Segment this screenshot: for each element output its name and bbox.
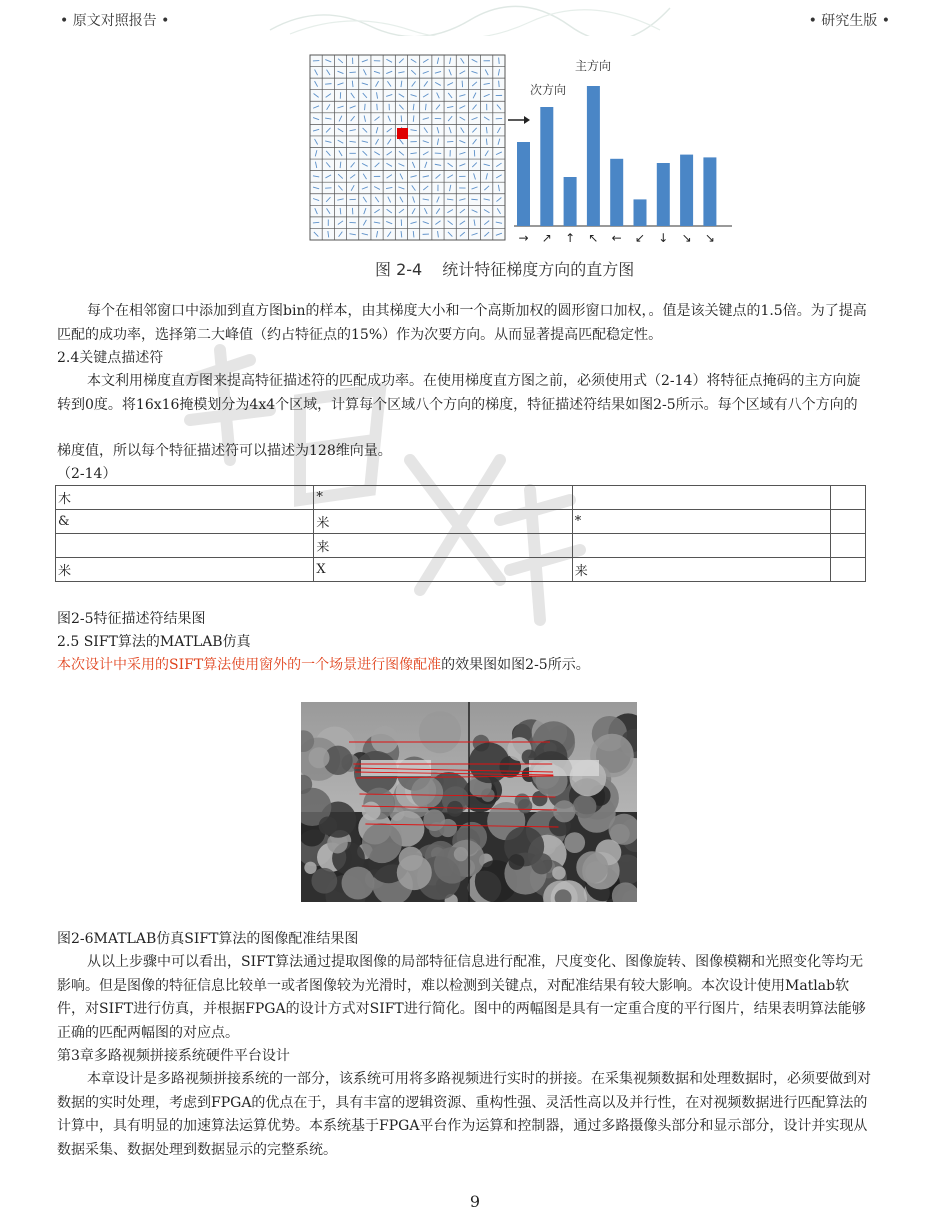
histogram-bar [564, 177, 577, 226]
foliage-blob [564, 832, 585, 853]
table-cell [572, 486, 830, 510]
section-heading-2-4: 2.4关键点描述符 [57, 350, 164, 366]
sample-arrow [499, 58, 500, 64]
foliage-blob [509, 854, 525, 870]
table-row [56, 534, 866, 558]
building [529, 760, 599, 776]
paragraph-sift-analysis: 从以上步骤中可以看出，SIFT算法通过提取图像的局部特征信息进行配准，尺度变化、图像旋转、图像模糊和光照变化等均无影响。但是图像的特征信息比较单一或者图像较为光滑时，难以检测到关键点，对配准结果有较大影响。本次设计使用Matlab软件，对SIFT进行仿真，并根据FPGA的设计方式对SIFT进行简化。图中的两幅图是具有一定重合度的平行图片，结果表明算法能够正确的匹配两幅图的对应点。 [57, 954, 866, 1041]
keypoint-marker [397, 128, 408, 139]
foliage-blob [342, 867, 375, 900]
table-cell: 木 [56, 486, 314, 510]
foliage-blob [576, 851, 608, 883]
foliage-blob [371, 726, 398, 753]
header-right-label: • 研究生版 • [808, 13, 890, 29]
sample-arrow [401, 115, 402, 121]
histogram-bar [680, 155, 693, 226]
table-cell: 米 [56, 558, 314, 582]
label-main-direction: 主方向 [575, 59, 612, 73]
sample-arrow [471, 199, 477, 200]
histogram-bar [587, 86, 600, 226]
foliage-blob [553, 800, 575, 822]
foliage-blob [454, 847, 468, 861]
direction-arrow: ↗ [541, 231, 552, 245]
figure-2-4 [300, 50, 740, 282]
table-cell: * [572, 510, 830, 534]
table-row [56, 486, 866, 510]
direction-arrow: ↘ [681, 231, 692, 245]
foliage-blob [552, 866, 566, 880]
header-left-label: • 原文对照报告 • [60, 13, 170, 29]
figure-2-6-caption: 图2-6MATLAB仿真SIFT算法的图像配准结果图 [57, 931, 359, 947]
table-row [56, 558, 866, 582]
foliage-blob [362, 802, 381, 821]
foliage-blob [309, 747, 330, 768]
plain-text: 的效果图如图2-5所示。 [441, 657, 590, 673]
table-cell [831, 510, 866, 534]
table-cell [831, 558, 866, 582]
direction-arrow: → [518, 231, 529, 245]
paragraph-descriptor-tail: 梯度值，所以每个特征描述符可以描述为128维向量。 [57, 443, 392, 459]
foliage-blob [423, 809, 445, 831]
foliage-blob [518, 799, 533, 814]
table-cell [56, 534, 314, 558]
sample-arrow [499, 81, 500, 87]
histogram-bar [610, 159, 623, 226]
equation-number: （2-14） [57, 466, 117, 482]
figure-2-4-caption [375, 257, 654, 280]
sample-arrow [313, 222, 319, 223]
histogram-bar [540, 107, 553, 226]
histogram-bar [634, 199, 647, 226]
direction-arrow: ← [611, 231, 622, 245]
page-number: 9 [469, 1192, 481, 1211]
section-heading-2-5: 2.5 SIFT算法的MATLAB仿真 [57, 634, 251, 650]
table-cell: X [314, 558, 572, 582]
sample-arrow [349, 72, 355, 73]
table-cell [572, 534, 830, 558]
table-cell: * [314, 486, 572, 510]
table-cell [831, 534, 866, 558]
paragraph-descriptor: 本文利用梯度直方图来提高特征描述符的匹配成功率。在使用梯度直方图之前，必须使用式（2-14）将特征点掩码的主方向旋转到0度。将16x16掩模划分为4x4个区域，计算每个区域八个方向的梯度，特征描述符结果如图2-5所示。每个区域有八个方向的 [57, 373, 861, 413]
chapter-3-heading: 第3章多路视频拼接系统硬件平台设计 [57, 1048, 290, 1064]
table-cell: & [56, 510, 314, 534]
figure-2-4-number: 图 2-4 [375, 260, 423, 279]
histogram-bar [517, 142, 530, 226]
direction-arrow: ↖ [588, 231, 599, 245]
header-ornament [260, 0, 680, 36]
highlighted-text: 本次设计中采用的SIFT算法使用窗外的一个场景进行图像配准 [57, 657, 442, 673]
paragraph-gaussian-weighting: 每个在相邻窗口中添加到直方图bin的样本，由其梯度大小和一个高斯加权的圆形窗口加权，。值是该关键点的1.5倍。为了提高匹配的成功率，选择第二大峰值（约占特征点的15%）作为次要方向。从而显著提高匹配稳定性。 [57, 303, 867, 343]
histogram-bars [517, 86, 716, 226]
foliage-blob [531, 853, 552, 874]
histogram-bar [703, 157, 716, 226]
histogram-bar [657, 163, 670, 226]
foliage-blob [481, 788, 494, 801]
foliage-blob [319, 816, 338, 835]
registration-result-photo [301, 702, 637, 902]
foliage-blob [311, 868, 337, 894]
figure-2-5-caption: 图2-5特征描述符结果图 [57, 611, 206, 627]
direction-arrow: ↓ [658, 231, 669, 245]
foliage-blob [411, 776, 443, 808]
foliage-blob [304, 862, 316, 874]
foliage-blob [399, 847, 423, 871]
sample-arrow [325, 84, 331, 85]
table-cell: 米 [314, 510, 572, 534]
sample-arrow [365, 104, 366, 110]
table-cell: 来 [572, 558, 830, 582]
table-cell: 来 [314, 534, 572, 558]
foliage-blob [573, 795, 597, 819]
label-secondary-direction: 次方向 [530, 83, 567, 97]
direction-arrows [518, 231, 714, 245]
table-row [56, 510, 866, 534]
direction-arrow: ↙ [634, 231, 646, 245]
direction-arrow: ↑ [565, 231, 576, 245]
figure-2-4-title: 统计特征梯度方向的直方图 [442, 260, 635, 279]
table-cell [831, 486, 866, 510]
paragraph-matlab-intro [57, 654, 872, 678]
foliage-blob [447, 801, 463, 817]
sample-arrow [377, 104, 378, 110]
direction-arrow: ↘ [704, 231, 715, 245]
paragraph-chapter-3-intro: 本章设计是多路视频拼接系统的一部分，该系统可用将多路视频进行实时的拼接。在采集视频数据和处理数据时，必须要做到对数据的实时处理，考虑到FPGA的优点在于，具有丰富的逻辑资源、重构性强、灵活性高以及并行性，在对视频数据进行匹配算法的计算中，具有明显的加速算法运算优势。本系统基于FPGA平台作为运算和控制器，通过多路摄像头部分和显示部分，设计并实现从数据采集、数据处理到数据显示的完整系统。 [57, 1071, 871, 1158]
foliage-blob [362, 823, 402, 863]
descriptor-table [55, 485, 866, 582]
foliage-blob [419, 711, 461, 753]
